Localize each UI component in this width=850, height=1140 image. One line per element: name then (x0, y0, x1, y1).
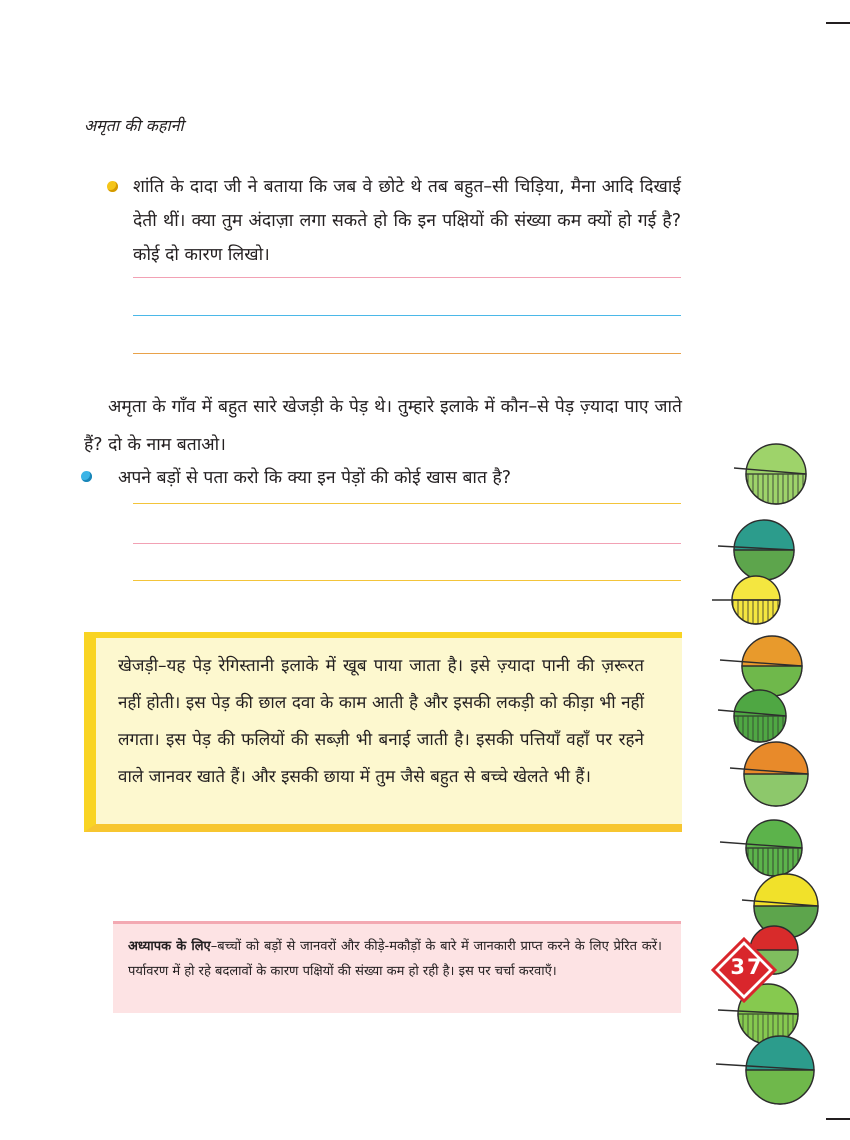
answer-line (133, 580, 681, 581)
answer-line (133, 503, 681, 504)
leaf-decoration-icon (712, 430, 830, 1120)
teacher-note (128, 934, 662, 984)
answer-line (133, 277, 681, 278)
page-number: 37 (730, 955, 764, 979)
answer-line (133, 543, 681, 544)
running-header: अमृता की कहानी (84, 116, 184, 135)
question-2: अपने बड़ों से पता करो कि क्या इन पेड़ों की कोई खास बात है? (118, 468, 512, 488)
bullet-yellow-icon (107, 181, 118, 192)
question-1: शांति के दादा जी ने बताया कि जब वे छोटे थे तब बहुत–सी चिड़िया, मैना आदि दिखाई देती थीं। क्या तुम अंदाज़ा लगा सकते हो कि इन पक्षियों की संख्या कम क्यों हो गई है? कोई दो कारण लिखो। (133, 177, 681, 265)
teacher-note-text: –बच्चों को बड़ों से जानवरों और कीड़े-मकौड़ों के बारे में जानकारी प्राप्त करने के लिए प्रेरित करें। पर्यावरण में हो रहे बदलावों के कारण पक्षियों की संख्या कम हो रही है। इस पर चर्चा करवाएँ। (128, 939, 662, 979)
info-box-text: खेजड़ी–यह पेड़ रेगिस्तानी इलाके में खूब पाया जाता है। इसे ज़्यादा पानी की ज़रूरत नहीं होती। इस पेड़ की छाल दवा के काम आती है और इसकी लकड़ी को कीड़ा भी नहीं लगता। इस पेड़ की फलियों की सब्ज़ी भी बनाई जाती है। इसकी पत्तियाँ वहाँ पर रहने वाले जानवर खाते हैं। और इसकी छाया में तुम जैसे बहुत से बच्चे खेलते भी हैं। (118, 656, 644, 787)
bullet-blue-icon (81, 471, 92, 482)
body-paragraph: अमृता के गाँव में बहुत सारे खेजड़ी के पेड़ थे। तुम्हारे इलाके में कौन–से पेड़ ज़्यादा पाए जाते हैं? दो के नाम बताओ। (84, 397, 682, 455)
answer-line (133, 353, 681, 354)
answer-line (133, 315, 681, 316)
crop-mark-top (826, 22, 850, 24)
teacher-note-label: अध्यापक के लिए (128, 939, 211, 954)
